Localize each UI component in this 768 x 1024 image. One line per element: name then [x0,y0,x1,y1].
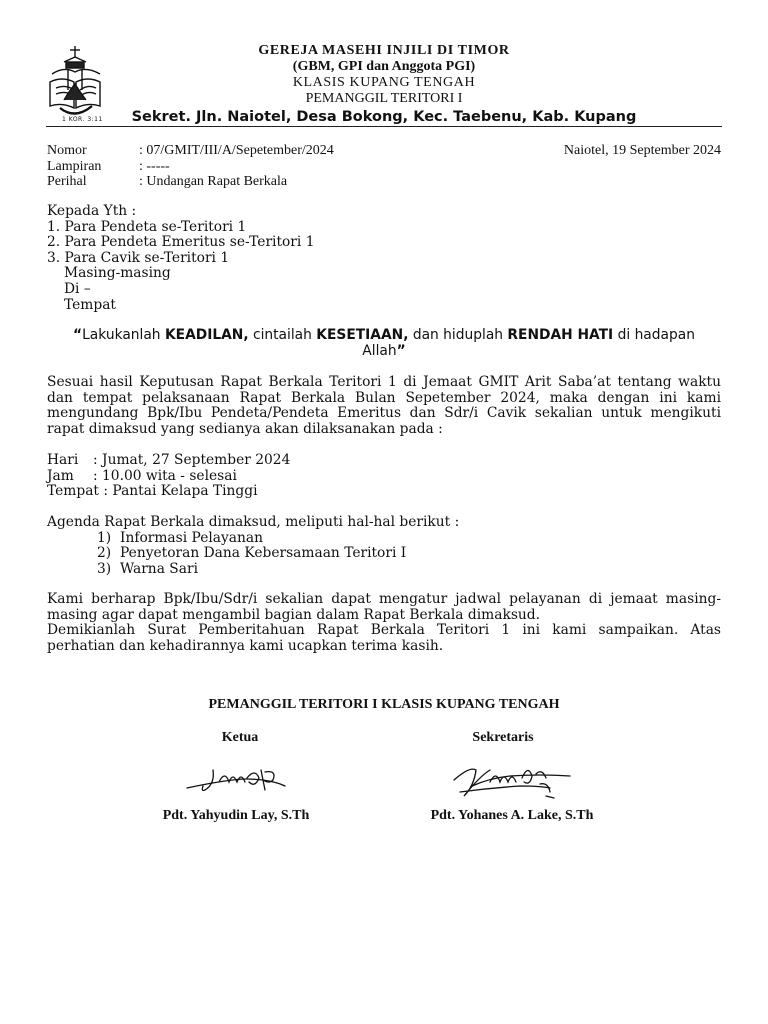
agenda-item: 2) Penyetoran Dana Kebersamaan Teritori I [97,545,407,562]
classis-name: KLASIS KUPANG TENGAH [292,75,476,90]
closing-line: perhatian dan kehadirannya kami ucapkan terima kasih. [47,637,444,654]
letter-meta [47,143,721,190]
secretary-signature [450,756,575,806]
perihal-value: : Undangan Rapat Berkala [139,174,288,189]
perihal-label: Perihal [47,174,87,189]
agenda-list [47,531,721,578]
secretary-name: Pdt. Yohanes A. Lake, S.Th [430,808,594,823]
quote-line-2: Allah” [362,343,406,359]
chair-name: Pdt. Yahyudin Lay, S.Th [162,808,310,823]
schedule [47,453,721,500]
recipient-item: 2. Para Pendeta Emeritus se-Teritori 1 [47,234,315,251]
recipient-tail: Tempat [64,296,116,313]
day-value: : Jumat, 27 September 2024 [93,452,291,468]
lampiran-label: Lampiran [47,158,102,174]
secretariat-address: Sekret. Jln. Naiotel, Desa Bokong, Kec. Taebenu, Kab. Kupang [131,109,637,125]
meta-lampiran [47,159,721,175]
schedule-day [47,453,721,469]
schedule-place [47,484,721,500]
paragraph-line: mengundang Bpk/Ibu Pendeta/Pendeta Emeritus dan Sdr/i Cavik sekalian untuk mengikuti [47,405,721,422]
nomor-value: : 07/GMIT/III/A/Sepetember/2024 [139,143,334,158]
closing-line: Kami berharap Bpk/Ibu/Sdr/i sekalian dapat mengatur jadwal pelayanan di jemaat masing- [47,591,721,607]
paragraph-line: dan tempat pelaksanaan Rapat Berkala Bulan Sepetember 2024, maka dengan ini kami [47,389,721,406]
scripture-quote [47,327,721,359]
letterhead [110,43,658,126]
recipient-tail: Masing-masing [64,265,171,282]
paragraph-line: rapat dimaksud yang sedianya akan dilaksanakan pada : [47,420,443,437]
recipient-item: 1. Para Pendeta se-Teritori 1 [47,218,247,235]
chair-signature [185,760,295,800]
nomor-label: Nomor [47,143,87,158]
time-label: Jam [47,467,74,484]
agenda-item: 1) Informasi Pelayanan [97,529,264,546]
territory-name: PEMANGGIL TERITORI I [305,91,463,106]
chair-role: Ketua [221,730,259,745]
signature-block-title: PEMANGGIL TERITORI I KLASIS KUPANG TENGAH [208,697,560,712]
day-label: Hari [47,452,79,468]
logo-caption: 1 KOR. 3:11 [62,116,103,123]
meta-perihal [47,174,721,190]
church-logo-icon [46,44,104,126]
time-value: : 10.00 wita - selesai [93,467,237,484]
quote-line-1: “Lakukanlah KEADILAN, cintailah KESETIAAN, dan hiduplah RENDAH HATI di hadapan [73,327,695,343]
greeting: Kepada Yth : [47,203,137,219]
schedule-time [47,469,721,485]
agenda-intro: Agenda Rapat Berkala dimaksud, meliputi hal-hal berikut : [47,514,460,530]
closing-paragraph [47,592,721,654]
closing-line: masing agar dapat mengambil bagian dalam Rapat Berkala dimaksud. [47,606,541,623]
paragraph-line: Sesuai hasil Keputusan Rapat Berkala Teritori 1 di Jemaat GMIT Arit Saba’at tentang waktu [47,374,721,390]
agenda-item: 3) Warna Sari [97,560,198,577]
place-date: Naiotel, 19 September 2024 [563,143,721,158]
closing-line: Demikianlah Surat Pemberitahuan Rapat Berkala Teritori 1 ini kami sampaikan. Atas [47,622,721,639]
lampiran-value: : ----- [139,158,170,174]
church-affiliation: (GBM, GPI dan Anggota PGI) [292,59,476,74]
agenda [47,515,721,577]
recipient-item: 3. Para Cavik se-Teritori 1 [47,249,230,266]
church-name: GEREJA MASEHI INJILI DI TIMOR [258,43,510,58]
recipients [47,204,721,313]
meta-nomor [47,143,721,159]
secretary-role: Sekretaris [472,730,534,745]
header-divider [46,126,722,127]
recipient-tail: Di – [64,280,91,297]
intro-paragraph [47,375,721,437]
place-value: Tempat : Pantai Kelapa Tinggi [47,483,258,500]
